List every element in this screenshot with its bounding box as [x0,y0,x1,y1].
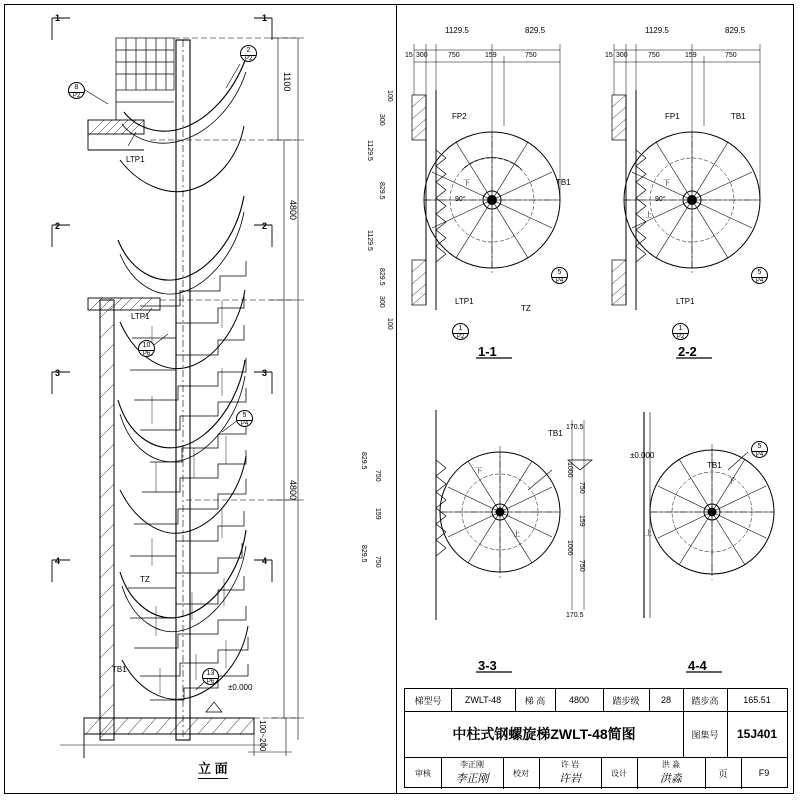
bubble-number: 1 [678,325,683,332]
label-tz: TZ [140,575,150,584]
bubble-number: 5 [557,269,562,276]
tb-approve-name: 李正刚 [460,760,484,769]
bubble-1-p2-s11[interactable] [452,323,469,340]
tb-page-label: 页 [718,768,728,779]
s11-left-100a: 100 [386,90,393,102]
dim-100-200: 100~200 [258,720,267,752]
elev-mark-3b: 3 [262,368,268,378]
bubble-sheet: P2 [673,333,688,341]
s11-left-100b: 100 [386,318,393,330]
s11-sub-159: 159 [485,52,497,59]
s22-label-ltp1: LTP1 [676,297,695,306]
bubble-sheet: P2 [241,55,256,63]
bubble-number: 10 [142,342,151,349]
tb-value-height: 4800 [568,695,590,705]
s44-label-tb1: TB1 [707,461,722,470]
s22-sub-15: 15 [605,52,613,59]
tb-label-steps: 踏步级 [612,695,640,706]
s44-dim-170b: 170.5 [566,612,584,619]
bubble-5-p4-s11[interactable] [551,267,568,284]
bubble-13-p6[interactable] [202,668,219,685]
tb-design-label: 设计 [611,768,627,778]
tb-label-height: 梯 高 [524,695,546,706]
title-block [404,688,788,788]
dim-1100: 1100 [282,72,292,92]
s11-dim-1129: 1129.5 [445,26,469,35]
s11-label-tb1: TB1 [556,178,571,187]
tb-value-riser: 165.51 [743,695,771,705]
elev-mark-3a: 3 [55,368,61,378]
elev-mark-1b: 1 [262,13,268,23]
bubble-2-p2[interactable] [240,45,257,62]
s33-dir-down: 下 [475,468,482,475]
bubble-5-p4-elev[interactable] [236,410,253,427]
s11-dim-829: 829.5 [525,26,546,35]
bubble-sheet: P4 [552,277,567,285]
elev-mark-4b: 4 [262,556,268,566]
s22-dim-1129: 1129.5 [645,26,669,35]
label-zero-elev: ±0.000 [228,683,253,692]
bubble-number: 8 [74,84,79,91]
bubble-number: 5 [242,412,247,419]
tb-label-riser: 踏步高 [691,695,719,706]
bubble-10-p6[interactable] [138,340,155,357]
s33-label-tb1: TB1 [548,429,563,438]
label-ltp1-upper: LTP1 [126,155,145,164]
elev-mark-4a: 4 [55,556,61,566]
s22-dim-829: 829.5 [725,26,746,35]
s33-dim-750a: 750 [374,470,381,482]
tb-atlas-label: 图集号 [691,729,719,740]
tb-label-type: 梯型号 [414,695,442,706]
tb-page-value: F9 [758,768,770,778]
bubble-sheet: P4 [237,420,252,428]
elev-mark-2b: 2 [262,221,268,231]
s44-dim-1000b: 1000 [566,540,573,556]
tb-design-signature: 洪淼 [660,773,682,785]
tb-check-name: 许 岩 [560,760,580,769]
bubble-8-p6[interactable] [68,82,85,99]
s11-sub-750a: 750 [448,52,460,59]
tb-value-steps: 28 [660,695,671,705]
s44-label-zero: ±0.000 [630,451,655,460]
bubble-sheet: P4 [752,277,767,285]
s44-dim-1000a: 1000 [566,462,573,478]
s22-sub-159: 159 [685,52,697,59]
s22-label-tb1: TB1 [731,112,746,121]
s11-label-ltp1: LTP1 [455,297,474,306]
s11-left-300b: 300 [378,296,385,308]
s22-dir-up: 上 [645,212,652,219]
s11-angle: 90° [455,196,466,203]
tb-approve-label: 审核 [415,768,431,778]
s22-sub-750a: 750 [648,52,660,59]
section-title-3-3: 3-3 [478,658,497,673]
tb-approve-signature: 李正刚 [455,773,489,785]
s44-dir-up: 上 [645,530,652,537]
tb-design-name: 洪 淼 [661,760,681,769]
s33-dim-750b: 750 [374,556,381,568]
s44-dim-170a: 170.5 [566,424,584,431]
s11-left-829a: 829.5 [378,182,385,200]
bubble-number: 13 [206,670,215,677]
bubble-number: 5 [757,443,762,450]
s11-label-tz: TZ [521,304,531,313]
s22-dir-down: 下 [663,180,670,187]
s22-label-fp1: FP1 [665,112,680,121]
tb-check-signature: 许岩 [559,773,581,785]
bubble-sheet: P6 [139,350,154,358]
s44-dim-750a: 750 [578,482,585,494]
s11-dir-down: 下 [463,180,470,187]
s11-sub-750b: 750 [525,52,537,59]
tb-atlas-value: 15J401 [736,727,778,741]
s44-dir-down: 下 [728,478,735,485]
elev-mark-2a: 2 [55,221,61,231]
s22-sub-300: 300 [616,52,628,59]
s22-sub-750b: 750 [725,52,737,59]
bubble-sheet: P4 [752,451,767,459]
bubble-number: 5 [757,269,762,276]
dim-4800-lower: 4800 [288,480,298,501]
s44-dim-750b: 750 [578,560,585,572]
bubble-number: 2 [246,47,251,54]
s11-sub-300: 300 [416,52,428,59]
section-title-1-1: 1-1 [478,344,497,359]
s11-left-1129b: 1129.5 [366,230,373,251]
s33-dir-up: 上 [513,531,520,538]
bubble-1-p2-s22[interactable] [672,323,689,340]
s11-left-1129a: 1129.5 [366,140,373,161]
s33-dim-829a: 829.5 [360,452,367,470]
s11-left-829b: 829.5 [378,268,385,286]
label-ltp1-mid: LTP1 [131,312,150,321]
label-tb1-elev: TB1 [112,665,127,674]
bubble-sheet: P6 [203,678,218,686]
bubble-sheet: P2 [69,92,84,100]
elev-mark-1a: 1 [55,13,61,23]
tb-check-label: 校对 [513,768,529,778]
s22-angle: 90° [655,196,666,203]
s11-label-fp2: FP2 [452,112,467,121]
s11-left-300a: 300 [378,114,385,126]
elevation-caption: 立 面 [198,758,228,779]
bubble-5-p4-s22[interactable] [751,267,768,284]
tb-value-type: ZWLT-48 [464,695,502,705]
bubble-5-p4-s44[interactable] [751,441,768,458]
dim-4800-upper: 4800 [288,200,298,221]
s44-dim-159: 159 [578,515,585,527]
s33-dim-159: 159 [374,508,381,520]
bubble-sheet: P2 [453,333,468,341]
tb-main-title: 中柱式钢螺旋梯ZWLT-48简图 [452,726,636,742]
section-title-2-2: 2-2 [678,344,697,359]
s11-sub-15: 15 [405,52,413,59]
bubble-number: 1 [458,325,463,332]
section-title-4-4: 4-4 [688,658,707,673]
s33-dim-829b: 829.5 [360,545,367,563]
